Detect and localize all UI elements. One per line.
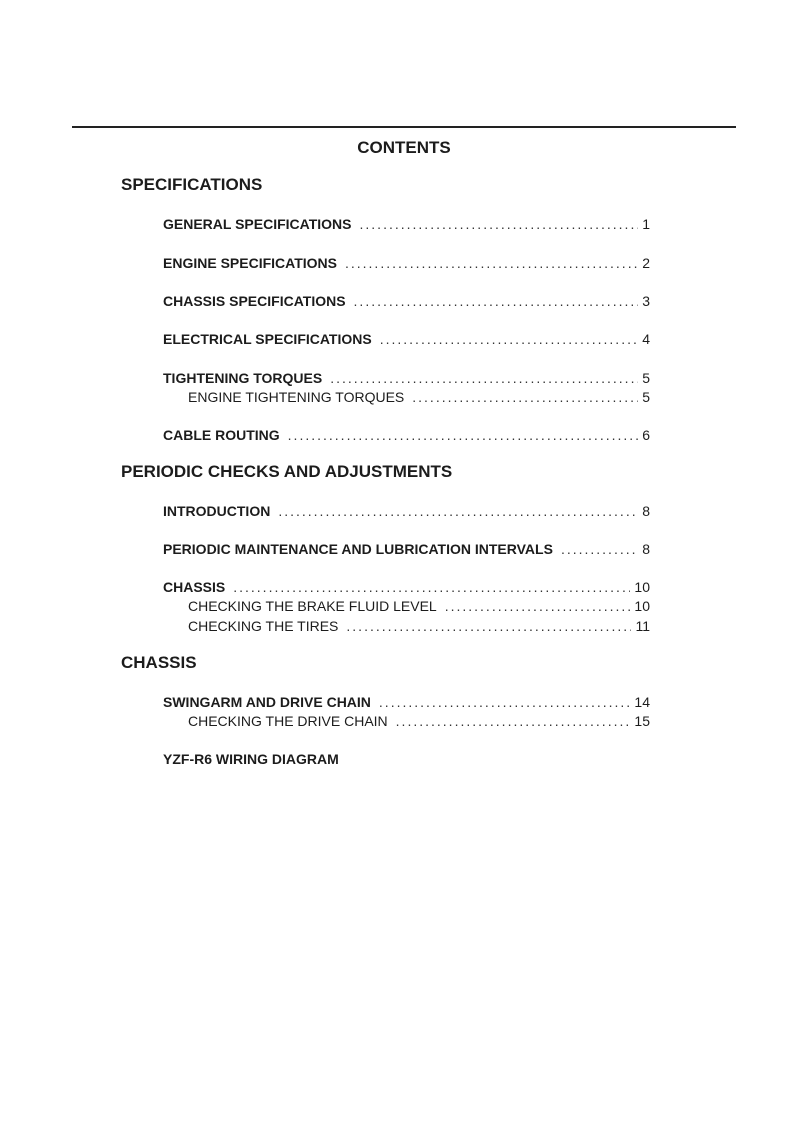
toc-entry-wiring-diagram[interactable]: [163, 749, 650, 769]
toc-entry-label: CHASSIS SPECIFICATIONS: [163, 293, 346, 309]
section-heading-chassis: CHASSIS: [121, 653, 197, 672]
toc-entry-label: INTRODUCTION: [163, 503, 271, 519]
toc-entry-engine-tightening-torques[interactable]: [188, 387, 650, 407]
toc-entry-electrical-specifications[interactable]: [163, 329, 650, 349]
toc-entry-periodic-maintenance[interactable]: [163, 539, 650, 559]
dot-leader: [379, 692, 631, 712]
toc-entry-label: CABLE ROUTING: [163, 427, 280, 443]
toc-entry-page-number: 5: [642, 389, 650, 405]
toc-entry-page-number: 10: [634, 598, 650, 614]
dot-leader: [396, 711, 631, 731]
toc-entry-page-number: 3: [642, 293, 650, 309]
section-heading-specifications: SPECIFICATIONS: [121, 175, 263, 194]
toc-entry-label: YZF-R6 WIRING DIAGRAM: [163, 751, 339, 767]
toc-entry-page-number: 8: [642, 503, 650, 519]
toc-entry-label: TIGHTENING TORQUES: [163, 370, 323, 386]
toc-entry-page-number: 15: [634, 713, 650, 729]
toc-entry-page-number: 11: [635, 618, 650, 634]
toc-entry-swingarm-drive-chain[interactable]: [163, 692, 650, 712]
section-heading-periodic-checks: PERIODIC CHECKS AND ADJUSTMENTS: [121, 462, 453, 481]
toc-entry-checking-drive-chain[interactable]: [188, 711, 650, 731]
toc-entry-label: ENGINE SPECIFICATIONS: [163, 255, 337, 271]
dot-leader: [445, 596, 631, 616]
toc-entry-label: SWINGARM AND DRIVE CHAIN: [163, 694, 371, 710]
dot-leader: [412, 387, 638, 407]
page-title: CONTENTS: [357, 138, 451, 157]
toc-entry-tightening-torques[interactable]: [163, 368, 650, 388]
dot-leader: [330, 368, 638, 388]
toc-entry-label: PERIODIC MAINTENANCE AND LUBRICATION INTERVALS: [163, 541, 553, 557]
toc-entry-label: CHECKING THE BRAKE FLUID LEVEL: [188, 598, 437, 614]
toc-entry-checking-brake-fluid-level[interactable]: [188, 596, 650, 616]
toc-entry-page-number: 14: [634, 694, 650, 710]
dot-leader: [354, 291, 639, 311]
toc-entry-engine-specifications[interactable]: [163, 253, 650, 273]
toc-entry-page-number: 5: [642, 370, 650, 386]
toc-entry-chassis[interactable]: [163, 577, 650, 597]
toc-entry-label: CHECKING THE DRIVE CHAIN: [188, 713, 388, 729]
dot-leader: [561, 539, 638, 559]
dot-leader: [345, 253, 638, 273]
toc-entry-chassis-specifications[interactable]: [163, 291, 650, 311]
toc-entry-page-number: 10: [634, 579, 650, 595]
toc-entry-cable-routing[interactable]: [163, 425, 650, 445]
toc-entry-page-number: 1: [642, 216, 650, 232]
dot-leader: [278, 501, 638, 521]
toc-entry-general-specifications[interactable]: [163, 214, 650, 234]
toc-entry-page-number: 2: [642, 255, 650, 271]
toc-entry-label: GENERAL SPECIFICATIONS: [163, 216, 352, 232]
toc-entry-label: CHASSIS: [163, 579, 226, 595]
toc-entry-checking-tires[interactable]: [188, 616, 650, 636]
toc-entry-introduction[interactable]: [163, 501, 650, 521]
toc-entry-page-number: 4: [642, 331, 650, 347]
toc-entry-label: ELECTRICAL SPECIFICATIONS: [163, 331, 372, 347]
top-rule: [72, 126, 736, 128]
dot-leader: [288, 425, 639, 445]
dot-leader: [380, 329, 638, 349]
toc-entry-label: CHECKING THE TIRES: [188, 618, 339, 634]
dot-leader: [233, 577, 630, 597]
dot-leader: [346, 616, 631, 636]
toc-entry-label: ENGINE TIGHTENING TORQUES: [188, 389, 405, 405]
toc-entry-page-number: 8: [642, 541, 650, 557]
dot-leader: [360, 214, 639, 234]
toc-entry-page-number: 6: [642, 427, 650, 443]
